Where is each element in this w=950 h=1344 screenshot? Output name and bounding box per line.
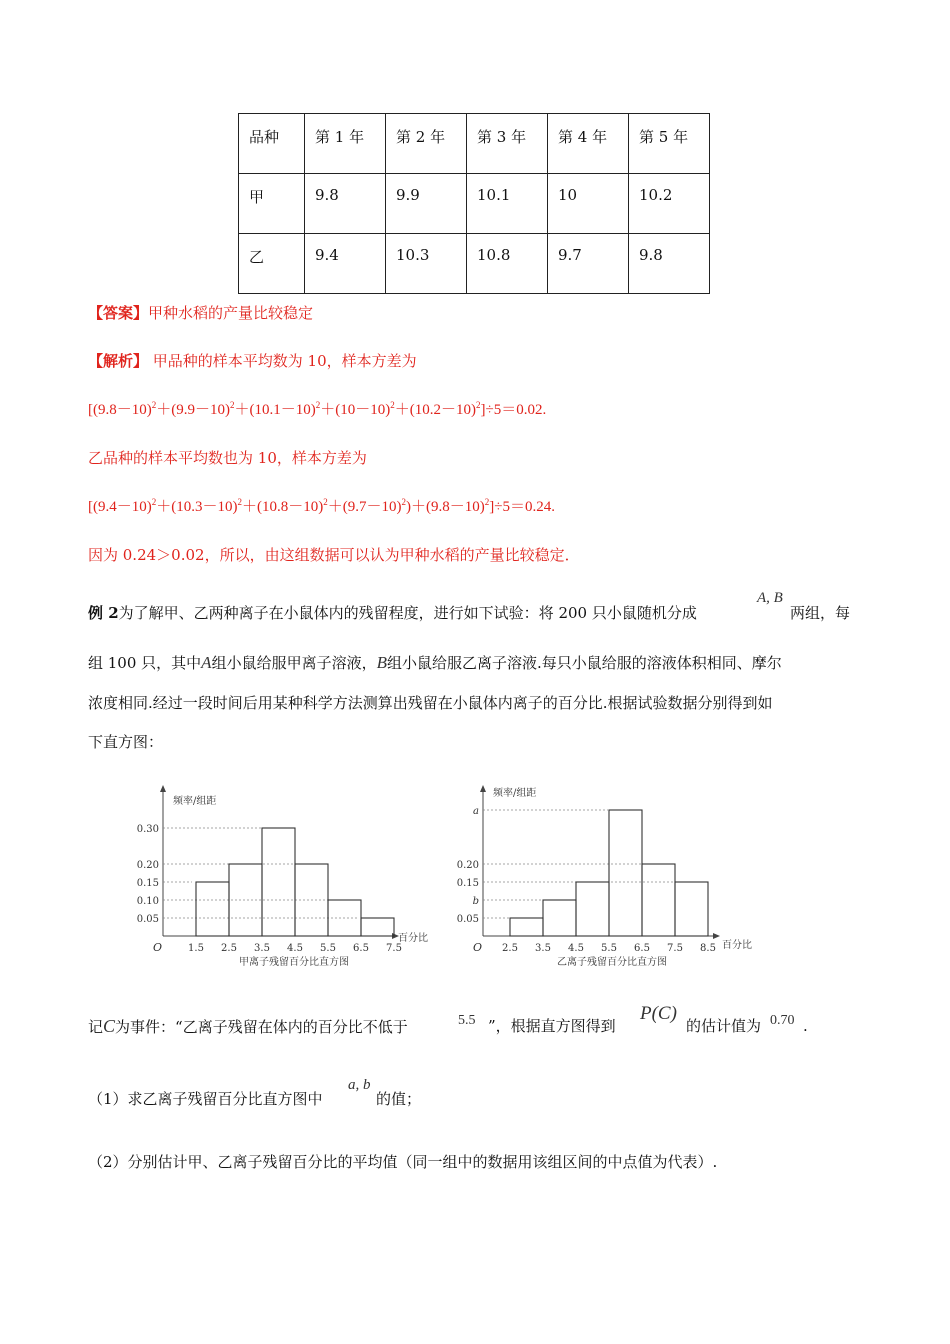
x-tick-label: 1.5 [188,943,204,954]
x-tick-label: 8.5 [700,943,716,954]
x-tick-label: 2.5 [502,943,518,954]
y-axis-arrow [160,785,166,792]
y-tick-label: 0.15 [456,878,479,889]
example-text: 组小鼠给服乙离子溶液.每只小鼠给服的溶液体积相同、摩尔 [386,654,782,672]
histogram-bar [262,828,295,936]
table-cell: 乙 [239,234,305,294]
table-cell: 9.8 [629,234,710,294]
question-text: （1）求乙离子残留百分比直方图中 [88,1090,323,1108]
histogram-bar [229,864,262,936]
table-cell: 10.8 [467,234,548,294]
histogram-bar [642,864,675,936]
table-header-cell: 第 2 年 [386,114,467,174]
table-cell: 9.4 [305,234,386,294]
table-row [239,174,710,234]
histogram-bar [361,918,394,936]
table-cell: 10.2 [629,174,710,234]
x-tick-label: 5.5 [601,943,617,954]
y-tick-label: 0.20 [456,860,479,871]
x-tick-label: 7.5 [667,943,683,954]
x-tick-label: 7.5 [386,943,402,954]
example-para-2 [88,655,782,671]
analysis-line-5: 因为 0.24＞0.02，所以，由这组数据可以认为甲种水稻的产量比较稳定． [88,546,580,564]
answer-tag: 【答案】 [88,304,149,322]
y-tick-label: 0.30 [136,824,159,835]
question-2: （2）分别估计甲、乙离子残留百分比的平均值（同一组中的数据用该组区间的中点值为代表）. [88,1153,718,1171]
variance-formula-yi: $[(9.4-10)^2+(10.3-10)^2+(10.8-10)^2+(9.7-10)^2)+(9.8-10)^2]\div 5=0.24$. [88,497,555,515]
note-text: ”，根据直方图得到 [488,1017,616,1035]
x-axis-label: 百分比 [722,940,752,951]
table-header-cell: 第 3 年 [467,114,548,174]
x-tick-label: 5.5 [320,943,336,954]
note-period: . [803,1017,808,1035]
note-text: 为事件：“乙离子残留在体内的百分比不低于 [115,1018,408,1036]
x-tick-label: 2.5 [221,943,237,954]
origin-label: O [153,941,163,954]
math-C: C [103,1016,116,1036]
math-AB: A, B [757,590,783,606]
table-cell: 甲 [239,174,305,234]
example-para-3: 浓度相同.经过一段时间后用某种科学方法测算出残留在小鼠体内离子的百分比.根据试验数据分别得到如 [88,694,773,712]
x-tick-label: 3.5 [535,943,551,954]
y-tick-label: a [473,806,479,817]
histogram-bar [675,882,708,936]
variance-formula-jia: $[(9.8-10)^2+(9.9-10)^2+(10.1-10)^2+(10-10)^2+(10.2-10)^2]\div 5=0.02$. [88,400,547,418]
table-header-cell: 第 4 年 [548,114,629,174]
math-B: B [376,653,387,672]
histogram-bar [576,882,609,936]
math-A: A [201,653,212,672]
x-tick-label: 3.5 [254,943,270,954]
example-text: 为了解甲、乙两种离子在小鼠体内的残留程度，进行如下试验：将 200 只小鼠随机分成 [118,604,697,622]
x-axis-label: 百分比 [398,933,428,944]
answer-text: 甲种水稻的产量比较稳定 [148,304,314,322]
example-para-4: 下直方图： [88,733,164,751]
example-text: 组小鼠给服甲离子溶液， [211,654,377,672]
table-cell: 9.7 [548,234,629,294]
y-tick-label: 0.05 [456,914,479,925]
table-header-cell: 品种 [239,114,305,174]
y-axis-label: 频率/组距 [493,788,537,799]
note-line [88,1016,408,1036]
table-header-row [239,114,710,174]
yield-table [238,113,710,294]
note-text: 记 [88,1018,104,1036]
question-1 [88,1092,323,1107]
analysis-tag: 【解析】 [88,352,149,370]
analysis-text-1: 甲品种的样本平均数为 10，样本方差为 [148,352,417,370]
math-PC: P(C) [640,1003,677,1024]
note-text: 的估计值为 [686,1017,762,1035]
chart-title: 甲离子残留百分比直方图 [239,957,349,968]
y-tick-label: 0.10 [136,896,159,907]
table-header-cell: 第 1 年 [305,114,386,174]
math-ab: a, b [348,1077,371,1093]
example-para-1 [88,606,697,621]
table-row [239,234,710,294]
table-cell: 10.1 [467,174,548,234]
table-cell: 10.3 [386,234,467,294]
y-axis-arrow [480,785,486,792]
histogram-bar [609,810,642,936]
example-text: 两组，每 [790,604,851,622]
answer-line [88,302,313,323]
histogram-jia [130,778,450,973]
math-5-5: 5.5 [458,1013,476,1028]
question-text: 的值； [376,1090,422,1108]
y-tick-label: 0.15 [136,878,159,889]
origin-label: O [473,941,483,954]
x-tick-label: 4.5 [287,943,303,954]
x-tick-label: 6.5 [353,943,369,954]
y-tick-label: 0.05 [136,914,159,925]
table-header-cell: 第 5 年 [629,114,710,174]
analysis-line-1 [88,350,417,371]
x-axis-arrow [713,933,720,939]
y-tick-label: 0.20 [136,860,159,871]
example-text: 组 100 只，其中 [88,654,202,672]
note-line-2 [488,1019,616,1034]
chart-title: 乙离子残留百分比直方图 [557,957,667,968]
histogram-bar [543,900,576,936]
histogram-yi [455,778,775,973]
y-axis-label: 频率/组距 [173,796,217,807]
table-cell: 9.8 [305,174,386,234]
table-cell: 9.9 [386,174,467,234]
y-tick-label: b [472,896,479,907]
math-0-70: 0.70 [770,1013,795,1028]
x-tick-label: 6.5 [634,943,650,954]
histogram-bar [510,918,543,936]
example-label: 例 2 [88,604,119,622]
histogram-bar [196,882,229,936]
table-cell: 10 [548,174,629,234]
note-line-3 [686,1019,761,1034]
x-tick-label: 4.5 [568,943,584,954]
analysis-line-3: 乙品种的样本平均数也为 10，样本方差为 [88,449,367,467]
